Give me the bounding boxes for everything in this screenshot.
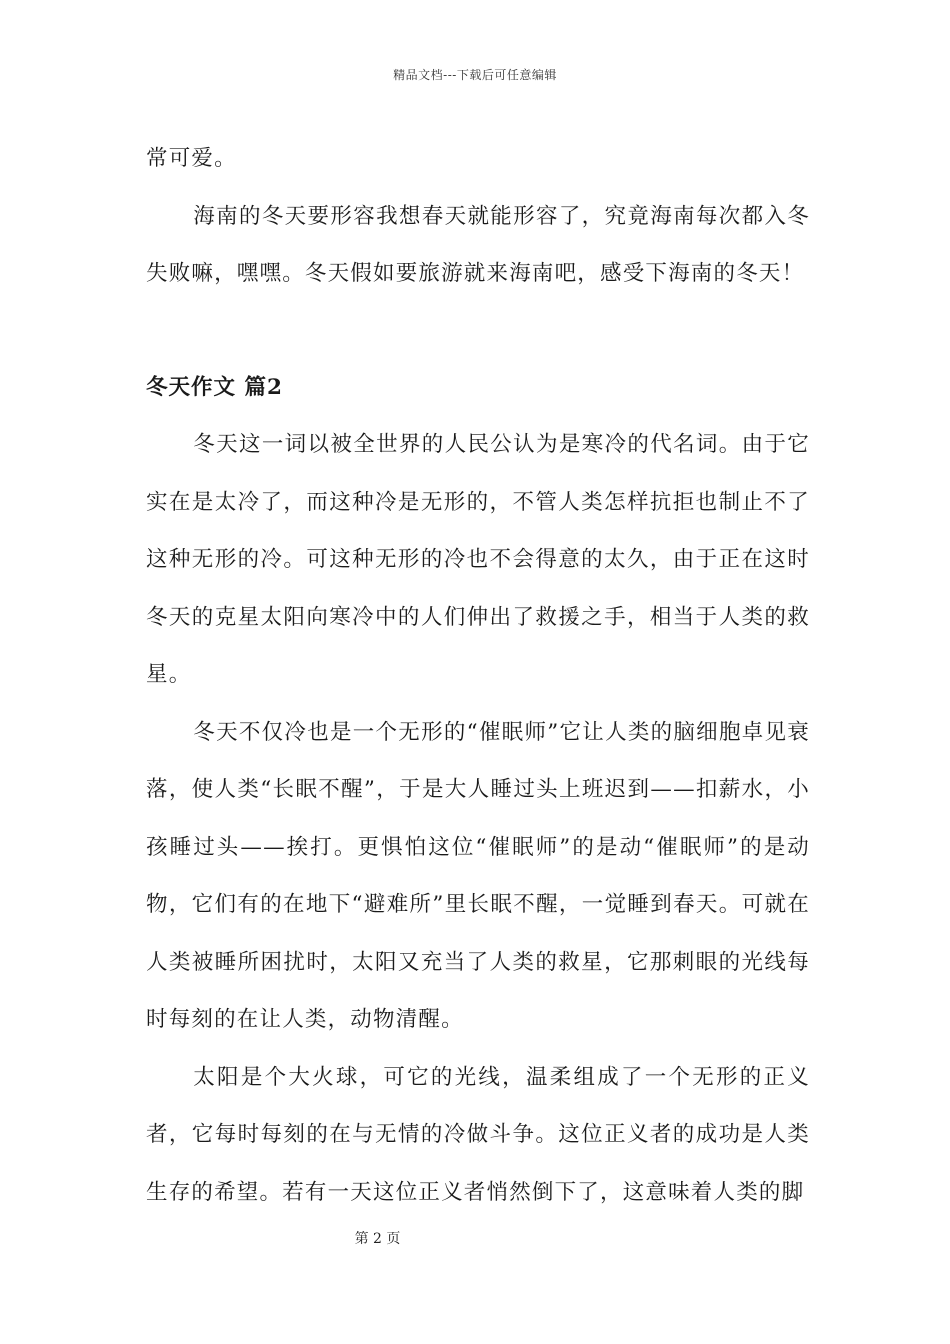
paragraph-sun-justice: 太阳是个大火球，可它的光线，温柔组成了一个无形的正义者，它每时每刻的在与无情的冷做斗争。这位正义者的成功是人类生存的希望。若有一天这位正义者悄然倒下了，这意味着人类的脚 [146,1064,810,1205]
paragraph-hainan-winter: 海南的冬天要形容我想春天就能形容了，究竟海南每次都入冬失败嘛，嘿嘿。冬天假如要旅游就来海南吧，感受下海南的冬天！ [146,203,810,286]
paragraph-winter-cold: 冬天这一词以被全世界的人民公认为是寒冷的代名词。由于它实在是太冷了，而这种冷是无形的，不管人类怎样抗拒也制止不了这种无形的冷。可这种无形的冷也不会得意的太久，由于正在这时冬天的克星太阳向寒冷中的人们伸出了救援之手，相当于人类的救星。 [146,432,810,687]
paragraph-continuation: 常可爱。 [146,146,237,171]
section-title: 冬天作文 篇2 [146,374,283,400]
page-header: 精品文档---下载后可任意编辑 [393,68,557,82]
page-number: 第 2 页 [354,1231,401,1247]
document-body [146,130,810,1221]
paragraph-winter-hypnotist: 冬天不仅冷也是一个无形的“催眠师”它让人类的脑细胞卓见衰落，使人类“长眠不醒”，于是大人睡过头上班迟到——扣薪水，小孩睡过头——挨打。更惧怕这位“催眠师”的是动“催眠师”的是动物，它们有的在地下“避难所”里长眠不醒，一觉睡到春天。可就在人类被睡所困扰时，太阳又充当了人类的救星，它那刺眼的光线每时每刻的在让人类，动物清醒。 [146,719,810,1032]
